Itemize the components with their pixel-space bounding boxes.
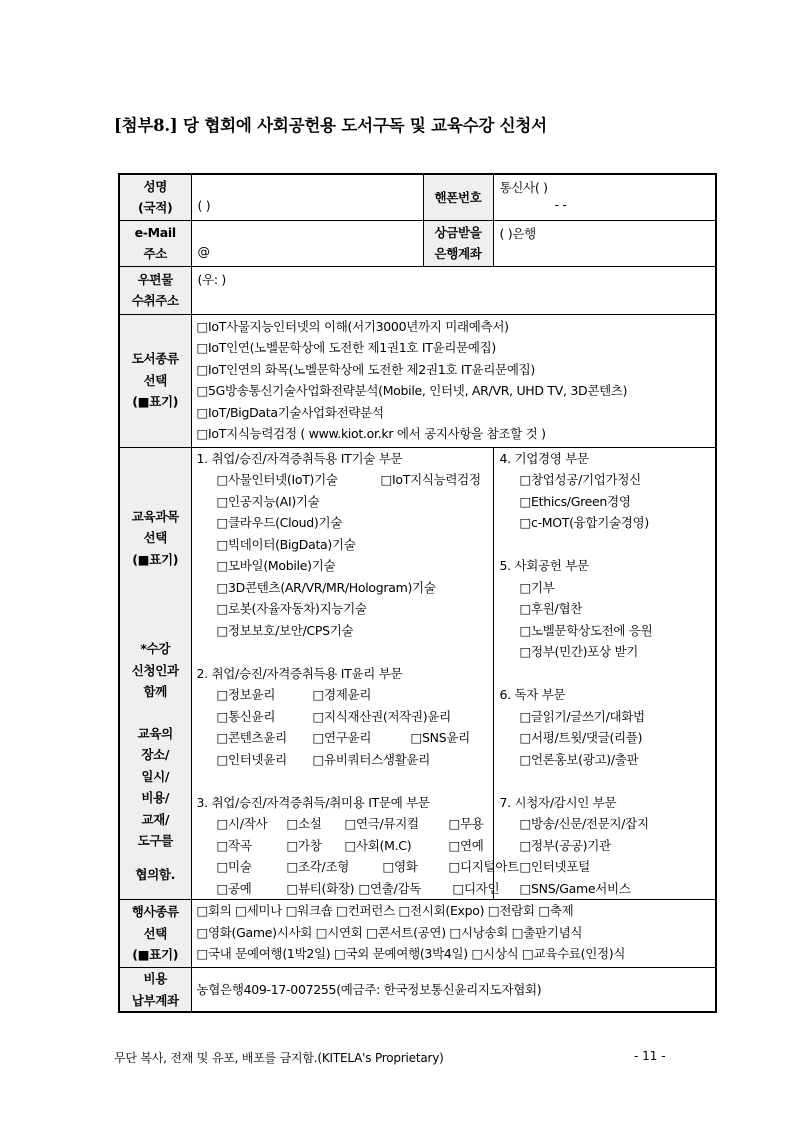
address-value: (우: ) <box>197 271 227 287</box>
course-econ-ethics[interactable]: □경제윤리 <box>312 687 372 702</box>
course-design[interactable]: □디자인 <box>452 880 500 896</box>
courses-right-column <box>493 447 716 900</box>
course-craft[interactable]: □공예 <box>216 880 252 896</box>
course-security[interactable]: □정보보호/보안/CPS기술 <box>216 622 354 638</box>
section-it-arts-title: 3. 취업/승진/자격증취득/취미용 IT문예 부문 <box>196 794 430 810</box>
row-events <box>119 900 716 968</box>
course-award[interactable]: □정부(민간)포상 받기 <box>519 644 639 659</box>
course-directing[interactable]: □연출/감독 <box>358 880 422 896</box>
course-government[interactable]: □정부(공공)기관 <box>519 837 611 853</box>
course-ip-ethics[interactable]: □지식재산권(저작권)윤리 <box>312 708 451 724</box>
book-option-5[interactable]: □IoT/BigData기술사업화전략분석 <box>196 404 384 420</box>
course-poetry[interactable]: □시/작사 <box>216 816 268 831</box>
book-option-3[interactable]: □IoT인연의 화목(노벨문학상에 도전한 제2권1호 IT윤리문예집) <box>196 361 536 377</box>
events-label: 행사종류 선택 (■표기) <box>119 900 191 968</box>
row-books <box>119 314 716 447</box>
address-field[interactable] <box>191 266 716 314</box>
section-reader-title: 6. 독자 부문 <box>499 687 566 702</box>
events-line-3[interactable]: □국내 문예여행(1박2일) □국외 문예여행(3박4일) □시상식 □교육수료(인정)식 <box>196 946 626 961</box>
course-bigdata[interactable]: □빅데이터(BigData)기술 <box>216 536 356 552</box>
courses-label: 교육과목 선택 (■표기) *수강 신청인과 함께 교육의 장소/ 일시/ 비용/ 교재/ 도구를 협의함. <box>119 447 191 900</box>
course-ubiquitous-ethics[interactable]: □유비쿼터스생활윤리 <box>312 751 430 767</box>
course-novel[interactable]: □소설 <box>286 816 322 831</box>
course-entertainment[interactable]: □연예 <box>448 837 484 853</box>
course-ai[interactable]: □인공지능(AI)기술 <box>216 493 320 509</box>
course-sculpture[interactable]: □조각/조형 <box>286 859 350 874</box>
course-iot[interactable]: □사물인터넷(IoT)기술 <box>216 472 338 487</box>
phone-field[interactable] <box>493 174 716 220</box>
course-film[interactable]: □영화 <box>382 859 418 874</box>
page-number: - 11 - <box>634 1049 666 1063</box>
course-digital-art[interactable]: □디지털아트 <box>448 859 519 874</box>
phone-number: - - <box>554 197 567 212</box>
course-cmot[interactable]: □c-MOT(융합기술경영) <box>519 515 649 530</box>
events-line-2[interactable]: □영화(Game)시사회 □시연회 □콘서트(공연) □시낭송회 □출판기념식 <box>196 924 583 940</box>
events-line-1[interactable]: □회의 □세미나 □워크숍 □컨퍼런스 □전시회(Expo) □전람회 □축제 <box>196 903 574 918</box>
course-pr[interactable]: □언론홍보(광고)/출판 <box>519 751 639 767</box>
email-value: @ <box>197 243 210 259</box>
course-sns-ethics[interactable]: □SNS윤리 <box>410 730 470 745</box>
course-dance[interactable]: □무용 <box>448 816 484 831</box>
book-option-2[interactable]: □IoT인연(노벨문학상에 도전한 제1권1호 IT윤리문예집) <box>196 340 497 355</box>
course-sponsorship[interactable]: □후원/협찬 <box>519 601 583 616</box>
application-form <box>118 173 717 1013</box>
course-portal[interactable]: □인터넷포털 <box>519 859 590 874</box>
row-address <box>119 266 716 314</box>
course-cloud[interactable]: □클라우드(Cloud)기술 <box>216 515 343 530</box>
book-option-1[interactable]: □IoT사물지능인터넷의 이해(서기3000년까지 미래예측서) <box>196 318 509 334</box>
section-social-title: 5. 사회공헌 부문 <box>499 558 589 573</box>
course-review[interactable]: □서평/트윗/댓글(리플) <box>519 730 643 745</box>
payment-account <box>191 968 716 1013</box>
course-donation[interactable]: □기부 <box>519 579 555 595</box>
course-comm-ethics[interactable]: □통신윤리 <box>216 708 276 724</box>
bank-label: 상금받을 은행계좌 <box>423 220 493 266</box>
name-label: 성명 (국적) <box>119 174 191 220</box>
course-media[interactable]: □방송/신문/전문지/잡지 <box>519 816 649 831</box>
row-payment <box>119 968 716 1013</box>
row-email-bank <box>119 220 716 266</box>
row-name-phone <box>119 174 716 220</box>
books-label: 도서종류 선택 (■표기) <box>119 314 191 447</box>
course-3d[interactable]: □3D콘텐츠(AR/VR/MR/Hologram)기술 <box>216 579 436 595</box>
page-title: [첨부8.] 당 협회에 사회공헌용 도서구독 및 교육수강 신청서 <box>114 116 547 135</box>
course-sns-game[interactable]: □SNS/Game서비스 <box>519 880 631 896</box>
course-composition[interactable]: □작곡 <box>216 837 252 853</box>
section-it-ethics-title: 2. 취업/승진/자격증취득용 IT윤리 부문 <box>196 665 403 681</box>
courses-note: *수강 신청인과 함께 교육의 장소/ 일시/ 비용/ 교재/ 도구를 협의함. <box>131 641 179 882</box>
book-option-6[interactable]: □IoT지식능력검정 ( www.kiot.or.kr 에서 공지사항을 참조할 것 ) <box>196 426 546 441</box>
course-art[interactable]: □미술 <box>216 859 252 874</box>
course-singing[interactable]: □가창 <box>286 837 322 853</box>
footer-copyright: 무단 복사, 전재 및 유포, 배포를 금지함.(KITELA's Proprietary) <box>114 1051 444 1065</box>
course-content-ethics[interactable]: □콘텐츠윤리 <box>216 730 287 745</box>
payment-account-value: 농협은행409-17-007255(예금주: 한국정보통신윤리지도자협회) <box>196 981 542 997</box>
section-viewer-title: 7. 시청자/감시인 부문 <box>499 794 617 810</box>
name-value: ( ) <box>197 198 211 213</box>
book-option-4[interactable]: □5G방송통신기술사업화전략분석(Mobile, 인터넷, AR/VR, UHD TV, 3D콘텐츠) <box>196 383 628 398</box>
address-label: 우편물 수취주소 <box>119 266 191 314</box>
name-field[interactable] <box>191 174 423 220</box>
bank-value: ( )은행 <box>499 225 536 241</box>
course-internet-ethics[interactable]: □인터넷윤리 <box>216 751 287 767</box>
email-label: e-Mail 주소 <box>119 220 191 266</box>
course-reading-writing[interactable]: □글읽기/글쓰기/대화법 <box>519 708 645 724</box>
phone-label: 핸폰번호 <box>423 174 493 220</box>
email-field[interactable] <box>191 220 423 266</box>
course-robot[interactable]: □로봇(자율자동차)지능기술 <box>216 601 367 616</box>
section-it-tech-title: 1. 취업/승진/자격증취득용 IT기술 부문 <box>196 450 403 466</box>
course-nobel-support[interactable]: □노벨문학상도전에 응원 <box>519 622 653 638</box>
courses-left-column <box>191 447 519 900</box>
section-business-title: 4. 기업경영 부문 <box>499 450 589 466</box>
events-options <box>191 900 716 968</box>
course-startup[interactable]: □창업성공/기업가정신 <box>519 472 641 487</box>
course-ethics-green[interactable]: □Ethics/Green경영 <box>519 493 631 509</box>
payment-label: 비용 납부계좌 <box>119 968 191 1013</box>
course-mc[interactable]: □사회(M.C) <box>344 837 412 853</box>
row-courses <box>119 447 716 900</box>
course-research-ethics[interactable]: □연구윤리 <box>312 730 372 745</box>
course-mobile[interactable]: □모바일(Mobile)기술 <box>216 558 336 573</box>
books-options <box>191 314 716 447</box>
course-beauty[interactable]: □뷰티(화장) <box>286 880 355 896</box>
course-info-ethics[interactable]: □정보윤리 <box>216 687 276 702</box>
bank-field[interactable] <box>493 220 716 266</box>
course-musical[interactable]: □연극/뮤지컬 <box>344 816 419 831</box>
course-iot-exam[interactable]: □IoT지식능력검정 <box>380 472 481 487</box>
phone-carrier: 통신사( ) <box>499 180 548 195</box>
